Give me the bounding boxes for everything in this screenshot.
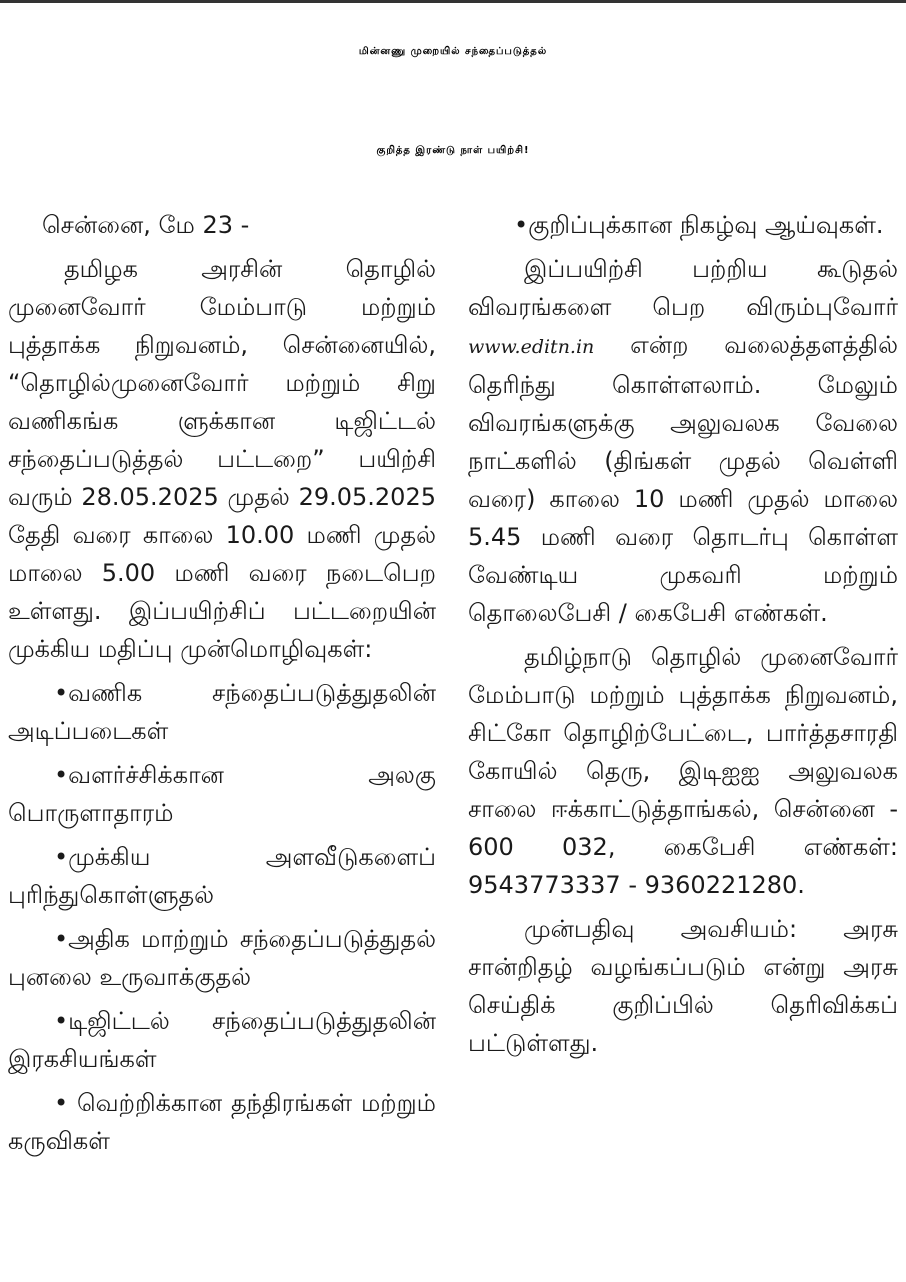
dateline: சென்னை, மே 23 - — [42, 211, 250, 239]
article-column-left — [8, 206, 436, 1166]
address-paragraph: தமிழ்நாடு தொழில் முனைவோர் மேம்பாடு மற்றும் புத்தாக்க நிறுவனம், சிட்கோ தொழிற்பேட்டை, பார்த்தசாரதி கோயில் தெரு, இடிஐஐ அலுவலக சாலை ஈக்காட்டுத்தாங்கல், சென்னை - 600 032, கைபேசி எண்கள்: 9543773337 - 9360221280. — [468, 643, 898, 899]
bullet-item: •வளர்ச்சிக்கான அலகு பொருளாதாரம் — [8, 761, 436, 827]
info-text-after-url: என்ற வலைத்தளத்தில் தெரிந்து கொள்ளலாம். மேலும் விவரங்களுக்கு அலுவலக வேலை நாட்களில் (திங்கள் முதல் வெள்ளி வரை) காலை 10 மணி முதல் மாலை 5.45 மணி வரை தொடர்பு கொள்ள வேண்டிய முகவரி மற்றும் தொலைபேசி / கைபேசி எண்கள். — [468, 331, 898, 627]
website-link[interactable]: www.editn.in — [468, 336, 595, 358]
bullet-item: •குறிப்புக்கான நிகழ்வு ஆய்வுகள். — [514, 211, 884, 239]
top-rule — [0, 0, 906, 3]
closing-paragraph: முன்பதிவு அவசியம்: அரசு சான்றிதழ் வழங்கப்படும் என்று அரசு செய்திக் குறிப்பில் தெரிவிக்கப் பட்டுள்ளது. — [468, 915, 898, 1057]
bullet-item: • வெற்றிக்கான தந்திரங்கள் மற்றும் கருவிகள் — [8, 1089, 436, 1155]
bullet-item: •வணிக சந்தைப்படுத்துதலின் அடிப்படைகள் — [8, 679, 436, 745]
headline-line-2: குறித்த இரண்டு நாள் பயிற்சி! — [376, 145, 530, 156]
bullet-item: •டிஜிட்டல் சந்தைப்படுத்துதலின் இரகசியங்கள் — [8, 1007, 436, 1073]
intro-paragraph: தமிழக அரசின் தொழில் முனைவோர் மேம்பாடு மற்றும் புத்தாக்க நிறுவனம், சென்னையில், “தொழில்முனைவோர் மற்றும் சிறு வணிகங்க ளுக்கான டிஜிட்டல் சந்தைப்படுத்தல் பட்டறை” பயிற்சி வரும் 28.05.2025 முதல் 29.05.2025 தேதி வரை காலை 10.00 மணி முதல் மாலை 5.00 மணி வரை நடைபெற உள்ளது. இப்பயிற்சிப் பட்டறையின் முக்கிய மதிப்பு முன்மொழிவுகள்: — [8, 255, 436, 663]
headline-line-1: மின்னணு முறையில் சந்தைப்படுத்தல் — [358, 46, 548, 57]
info-paragraph — [468, 250, 898, 632]
bullet-item: •முக்கிய அளவீடுகளைப் புரிந்துகொள்ளுதல் — [8, 843, 436, 909]
info-text-before-url: இப்பயிற்சி பற்றிய கூடுதல் விவரங்களை பெற விரும்புவோர் — [468, 255, 898, 321]
bullet-item: •அதிக மாற்றும் சந்தைப்படுத்துதல் புனலை உருவாக்குதல் — [8, 925, 436, 991]
article-column-right — [468, 206, 898, 1068]
